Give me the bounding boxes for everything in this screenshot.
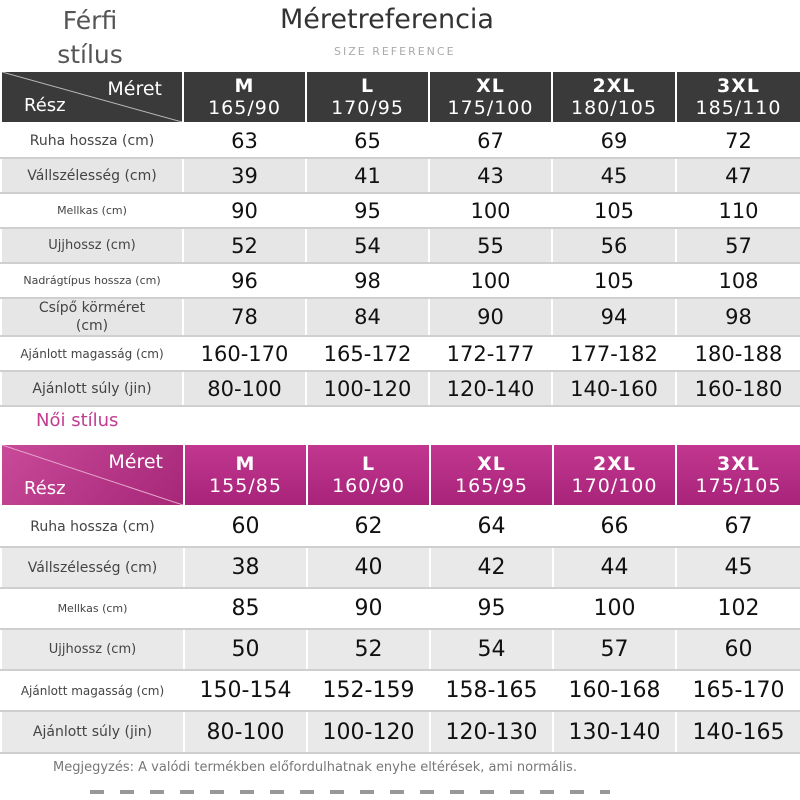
- table-cell: 54: [306, 228, 429, 263]
- size-header-3xl: [676, 71, 800, 123]
- row-label: Ajánlott magasság (cm): [1, 336, 183, 371]
- table-cell: 160-168: [553, 670, 676, 711]
- table-cell: 45: [552, 158, 676, 193]
- table-cell: 69: [552, 123, 676, 158]
- size-code: 180/105: [571, 97, 657, 119]
- size-code: 170/100: [571, 475, 658, 497]
- table-cell: 130-140: [553, 711, 676, 753]
- table-cell: 80-100: [183, 371, 306, 406]
- page-subtitle: SIZE REFERENCE: [334, 45, 456, 58]
- table-cell: 41: [306, 158, 429, 193]
- row-label: Csípő körméret (cm): [1, 298, 183, 336]
- table-cell: 72: [676, 123, 800, 158]
- table-cell: 45: [676, 547, 800, 588]
- table-cell: 165-170: [676, 670, 800, 711]
- table-cell: 90: [183, 193, 306, 228]
- size-code: 155/85: [209, 475, 282, 497]
- table-cell: 140-160: [552, 371, 676, 406]
- size-name: 3XL: [717, 75, 760, 97]
- table-cell: 158-165: [430, 670, 553, 711]
- size-code: 165/90: [208, 97, 281, 119]
- table-row: [1, 506, 800, 547]
- table-cell: 62: [307, 506, 430, 547]
- size-code: 165/95: [455, 475, 528, 497]
- row-label: Vállszélesség (cm): [1, 547, 184, 588]
- table-cell: 55: [429, 228, 552, 263]
- table-cell: 50: [184, 629, 307, 670]
- size-code: 185/110: [695, 97, 782, 119]
- size-code: 175/105: [695, 475, 782, 497]
- size-header-m: [183, 71, 306, 123]
- table-cell: 98: [306, 263, 429, 298]
- table-cell: 90: [307, 588, 430, 629]
- table-cell: 120-140: [429, 371, 552, 406]
- table-cell: 78: [183, 298, 306, 336]
- table-cell: 80-100: [184, 711, 307, 753]
- row-label: Ruha hossza (cm): [1, 123, 183, 158]
- table-cell: 57: [676, 228, 800, 263]
- men-corner-cell: [1, 71, 183, 123]
- table-cell: 84: [306, 298, 429, 336]
- table-row: [1, 670, 800, 711]
- table-cell: 160-180: [676, 371, 800, 406]
- table-cell: 95: [306, 193, 429, 228]
- row-label: Mellkas (cm): [1, 193, 183, 228]
- cropped-text-remnant: [90, 790, 610, 794]
- table-cell: 177-182: [552, 336, 676, 371]
- women-style-label: Női stílus: [36, 410, 119, 431]
- women-header-row: [1, 444, 800, 506]
- table-cell: 160-170: [183, 336, 306, 371]
- page-title: Méretreferencia: [280, 4, 494, 35]
- table-cell: 180-188: [676, 336, 800, 371]
- table-cell: 165-172: [306, 336, 429, 371]
- table-cell: 150-154: [184, 670, 307, 711]
- men-size-table: [0, 70, 800, 407]
- corner-part-label: Rész: [24, 478, 66, 499]
- table-cell: 38: [184, 547, 307, 588]
- size-header-2xl: [552, 71, 676, 123]
- size-header-xl: [430, 444, 553, 506]
- table-cell: 42: [430, 547, 553, 588]
- table-cell: 52: [183, 228, 306, 263]
- row-label: Ujjhossz (cm): [1, 629, 184, 670]
- table-cell: 65: [306, 123, 429, 158]
- table-cell: 57: [553, 629, 676, 670]
- table-row: [1, 228, 800, 263]
- table-cell: 40: [307, 547, 430, 588]
- table-cell: 152-159: [307, 670, 430, 711]
- size-name: M: [234, 75, 255, 97]
- size-name: 2XL: [593, 453, 636, 475]
- table-row: [1, 158, 800, 193]
- table-row: [1, 193, 800, 228]
- table-cell: 44: [553, 547, 676, 588]
- table-row: [1, 371, 800, 406]
- table-cell: 54: [430, 629, 553, 670]
- women-size-table: [0, 443, 800, 754]
- size-code: 160/90: [332, 475, 405, 497]
- row-label: Ujjhossz (cm): [1, 228, 183, 263]
- size-code: 170/95: [331, 97, 404, 119]
- table-cell: 110: [676, 193, 800, 228]
- size-name: 3XL: [717, 453, 760, 475]
- row-label: Ruha hossza (cm): [1, 506, 184, 547]
- table-cell: 94: [552, 298, 676, 336]
- size-name: XL: [477, 453, 506, 475]
- table-cell: 95: [430, 588, 553, 629]
- size-header-2xl: [553, 444, 676, 506]
- table-cell: 66: [553, 506, 676, 547]
- table-cell: 63: [183, 123, 306, 158]
- table-cell: 52: [307, 629, 430, 670]
- corner-part-label: Rész: [24, 95, 66, 116]
- size-header-xl: [429, 71, 552, 123]
- size-name: L: [360, 75, 375, 97]
- table-row: [1, 629, 800, 670]
- table-row: [1, 263, 800, 298]
- row-label: Ajánlott súly (jin): [1, 371, 183, 406]
- table-cell: 67: [429, 123, 552, 158]
- size-name: L: [361, 453, 376, 475]
- table-cell: 67: [676, 506, 800, 547]
- table-row: [1, 711, 800, 753]
- size-header-l: [306, 71, 429, 123]
- table-row: [1, 336, 800, 371]
- men-style-label: Férfi stílus: [57, 6, 123, 69]
- corner-size-label: Méret: [108, 451, 163, 473]
- table-cell: 96: [183, 263, 306, 298]
- table-cell: 100-120: [307, 711, 430, 753]
- table-cell: 105: [552, 263, 676, 298]
- table-cell: 39: [183, 158, 306, 193]
- corner-size-label: Méret: [107, 78, 162, 100]
- table-cell: 100: [429, 193, 552, 228]
- size-header-m: [184, 444, 307, 506]
- table-cell: 43: [429, 158, 552, 193]
- table-cell: 105: [552, 193, 676, 228]
- table-cell: 102: [676, 588, 800, 629]
- table-row: [1, 123, 800, 158]
- table-cell: 140-165: [676, 711, 800, 753]
- table-cell: 90: [429, 298, 552, 336]
- table-cell: 108: [676, 263, 800, 298]
- table-cell: 64: [430, 506, 553, 547]
- size-name: XL: [476, 75, 505, 97]
- row-label: Mellkas (cm): [1, 588, 184, 629]
- women-corner-cell: [1, 444, 184, 506]
- table-cell: 120-130: [430, 711, 553, 753]
- size-header-l: [307, 444, 430, 506]
- men-header-row: [1, 71, 800, 123]
- table-row: [1, 298, 800, 336]
- row-label: Vállszélesség (cm): [1, 158, 183, 193]
- table-cell: 56: [552, 228, 676, 263]
- table-cell: 47: [676, 158, 800, 193]
- row-label: Nadrágtípus hossza (cm): [1, 263, 183, 298]
- table-cell: 100: [553, 588, 676, 629]
- table-cell: 60: [676, 629, 800, 670]
- size-code: 175/100: [447, 97, 534, 119]
- table-cell: 85: [184, 588, 307, 629]
- row-label: Ajánlott magasság (cm): [1, 670, 184, 711]
- size-name: M: [235, 453, 256, 475]
- footnote: Megjegyzés: A valódi termékben előfordulhatnak enyhe eltérések, ami normális.: [53, 760, 577, 775]
- table-cell: 100: [429, 263, 552, 298]
- table-row: [1, 588, 800, 629]
- table-cell: 172-177: [429, 336, 552, 371]
- size-header-3xl: [676, 444, 800, 506]
- table-cell: 100-120: [306, 371, 429, 406]
- table-cell: 60: [184, 506, 307, 547]
- size-name: 2XL: [592, 75, 636, 97]
- table-row: [1, 547, 800, 588]
- row-label: Ajánlott súly (jin): [1, 711, 184, 753]
- table-cell: 98: [676, 298, 800, 336]
